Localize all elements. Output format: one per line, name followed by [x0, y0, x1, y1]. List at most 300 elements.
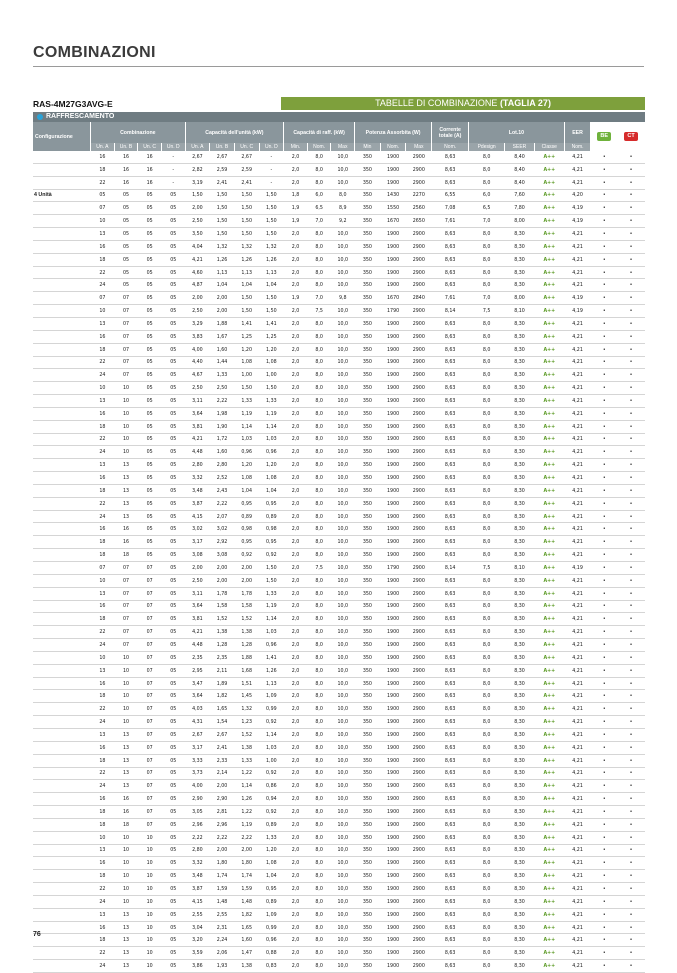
table-cell: 05 — [138, 395, 162, 408]
table-cell: 4,21 — [564, 163, 591, 176]
table-cell: 8,63 — [432, 176, 469, 189]
table-cell: 1,03 — [234, 433, 259, 446]
table-cell: • — [591, 407, 618, 420]
table-cell: 3,59 — [185, 947, 210, 960]
table-cell: 18 — [91, 690, 115, 703]
table-cell: 10 — [114, 677, 138, 690]
table-cell: 07 — [138, 587, 162, 600]
table-row — [33, 831, 645, 844]
table-cell: 1,13 — [210, 266, 235, 279]
ct-badge-icon: CT — [624, 132, 638, 141]
table-cell: • — [591, 176, 618, 189]
table-cell: 1900 — [380, 253, 406, 266]
table-cell: 0,92 — [259, 806, 284, 819]
table-cell: 1900 — [380, 510, 406, 523]
table-cell: 10 — [114, 883, 138, 896]
table-cell: 8,63 — [432, 433, 469, 446]
config-cell — [33, 741, 91, 754]
banner-text: TABELLE DI COMBINAZIONE — [375, 98, 498, 108]
table-cell: 2,67 — [210, 728, 235, 741]
table-cell: 1,09 — [259, 690, 284, 703]
table-cell: 05 — [114, 240, 138, 253]
table-cell: 4,21 — [564, 883, 591, 896]
table-cell: 16 — [138, 176, 162, 189]
table-cell: 350 — [355, 215, 381, 228]
table-cell: 2900 — [406, 472, 432, 485]
table-cell: 8,0 — [307, 497, 331, 510]
table-cell: 16 — [91, 151, 115, 163]
energy-class-cell: A++ — [534, 510, 564, 523]
config-cell — [33, 176, 91, 189]
config-cell — [33, 883, 91, 896]
table-cell: • — [591, 202, 618, 215]
table-row — [33, 767, 645, 780]
table-cell: 350 — [355, 382, 381, 395]
table-row — [33, 960, 645, 973]
table-cell: 1,33 — [259, 831, 284, 844]
table-cell: 13 — [114, 780, 138, 793]
table-cell: 05 — [161, 292, 185, 305]
table-cell: • — [591, 690, 618, 703]
table-cell: 350 — [355, 356, 381, 369]
table-cell: 350 — [355, 844, 381, 857]
table-cell: 8,0 — [469, 651, 505, 664]
table-cell: 2,92 — [210, 536, 235, 549]
table-row — [33, 292, 645, 305]
table-cell: 8,0 — [469, 960, 505, 973]
table-cell: 8,0 — [307, 343, 331, 356]
table-cell: 4,21 — [564, 343, 591, 356]
table-cell: 8,0 — [469, 844, 505, 857]
table-cell: 7,61 — [432, 215, 469, 228]
table-cell: 13 — [91, 459, 115, 472]
table-cell: 2,50 — [185, 215, 210, 228]
table-cell: 2,0 — [284, 870, 308, 883]
table-cell: 1,58 — [210, 600, 235, 613]
table-cell: 7,60 — [505, 189, 535, 202]
table-cell: 350 — [355, 728, 381, 741]
table-cell: 10 — [114, 446, 138, 459]
table-cell: 350 — [355, 176, 381, 189]
table-cell: 8,63 — [432, 793, 469, 806]
table-cell: 05 — [138, 446, 162, 459]
table-cell: 8,63 — [432, 536, 469, 549]
table-cell: 16 — [91, 677, 115, 690]
table-cell: 8,0 — [469, 279, 505, 292]
table-cell: 05 — [161, 806, 185, 819]
table-cell: 2,41 — [210, 176, 235, 189]
table-cell: 0,86 — [259, 780, 284, 793]
table-cell: 0,96 — [259, 639, 284, 652]
table-cell: 10,0 — [331, 947, 355, 960]
table-cell: 18 — [91, 818, 115, 831]
table-cell: 8,0 — [307, 690, 331, 703]
table-cell: 10,0 — [331, 305, 355, 318]
title-divider — [33, 66, 644, 67]
table-cell: 05 — [161, 433, 185, 446]
config-cell — [33, 433, 91, 446]
combination-table-block — [33, 112, 645, 973]
table-cell: • — [618, 613, 645, 626]
table-cell: 1,28 — [234, 639, 259, 652]
table-cell: 8,63 — [432, 497, 469, 510]
table-cell: 4,21 — [564, 626, 591, 639]
table-cell: 07 — [114, 626, 138, 639]
table-cell: 8,0 — [307, 382, 331, 395]
table-cell: 05 — [138, 510, 162, 523]
table-cell: 1,82 — [210, 690, 235, 703]
table-cell: 8,30 — [505, 728, 535, 741]
table-cell: 10 — [114, 895, 138, 908]
table-row — [33, 818, 645, 831]
table-cell: 8,0 — [307, 857, 331, 870]
table-cell: 8,0 — [307, 587, 331, 600]
table-cell: 07 — [138, 562, 162, 575]
table-cell: 1,04 — [259, 484, 284, 497]
table-cell: 350 — [355, 806, 381, 819]
table-cell: 10 — [91, 651, 115, 664]
table-cell: • — [591, 664, 618, 677]
table-cell: 350 — [355, 741, 381, 754]
table-cell: 16 — [114, 536, 138, 549]
energy-class-cell: A++ — [534, 600, 564, 613]
energy-class-cell: A++ — [534, 163, 564, 176]
table-cell: 8,0 — [469, 831, 505, 844]
header-capacita: Capacità dell'unità (kW) — [185, 122, 284, 143]
table-cell: 16 — [91, 330, 115, 343]
table-cell: 2900 — [406, 240, 432, 253]
table-cell: 10,0 — [331, 908, 355, 921]
table-cell: 4,21 — [564, 523, 591, 536]
energy-class-cell: A++ — [534, 215, 564, 228]
table-cell: 2900 — [406, 677, 432, 690]
table-cell: 1900 — [380, 279, 406, 292]
table-cell: 10 — [91, 574, 115, 587]
table-cell: 2900 — [406, 317, 432, 330]
table-cell: 0,88 — [259, 947, 284, 960]
table-cell: 0,92 — [259, 716, 284, 729]
table-cell: 2900 — [406, 549, 432, 562]
table-cell: 2900 — [406, 703, 432, 716]
table-cell: 2270 — [406, 189, 432, 202]
table-cell: 1,08 — [259, 472, 284, 485]
table-cell: 8,63 — [432, 728, 469, 741]
table-cell: 8,0 — [469, 921, 505, 934]
table-cell: 8,63 — [432, 703, 469, 716]
table-cell: 4,21 — [564, 677, 591, 690]
table-cell: 10 — [114, 382, 138, 395]
table-row — [33, 716, 645, 729]
table-cell: 1,26 — [234, 253, 259, 266]
table-cell: 8,30 — [505, 497, 535, 510]
table-cell: • — [618, 536, 645, 549]
table-cell: 2900 — [406, 562, 432, 575]
table-cell: 1,60 — [234, 934, 259, 947]
table-cell: • — [618, 651, 645, 664]
table-cell: 05 — [114, 228, 138, 241]
energy-class-cell: A++ — [534, 574, 564, 587]
table-cell: 2900 — [406, 574, 432, 587]
table-cell: 4,21 — [564, 446, 591, 459]
table-cell: 10,0 — [331, 690, 355, 703]
config-cell — [33, 228, 91, 241]
table-cell: 1900 — [380, 690, 406, 703]
table-cell: 8,30 — [505, 870, 535, 883]
table-cell: 05 — [161, 703, 185, 716]
table-cell: 350 — [355, 895, 381, 908]
table-cell: 8,40 — [505, 151, 535, 163]
table-cell: 05 — [138, 279, 162, 292]
table-cell: 8,0 — [469, 754, 505, 767]
subheader-cell: Min — [355, 143, 381, 151]
table-cell: 8,30 — [505, 382, 535, 395]
table-cell: 8,0 — [469, 908, 505, 921]
table-cell: 1,14 — [259, 728, 284, 741]
table-cell: 2,0 — [284, 562, 308, 575]
table-cell: 8,30 — [505, 536, 535, 549]
table-cell: 1430 — [380, 189, 406, 202]
table-cell: 10,0 — [331, 613, 355, 626]
table-cell: 18 — [114, 818, 138, 831]
table-cell: 16 — [91, 240, 115, 253]
table-cell: 4,21 — [564, 497, 591, 510]
subheader-cell: Un. B — [210, 143, 235, 151]
table-cell: 24 — [91, 446, 115, 459]
table-cell: 10,0 — [331, 754, 355, 767]
config-cell — [33, 703, 91, 716]
table-row — [33, 215, 645, 228]
table-cell: 8,0 — [469, 947, 505, 960]
energy-class-cell: A++ — [534, 382, 564, 395]
table-cell: 8,0 — [307, 716, 331, 729]
banner-size: (TAGLIA 27) — [499, 98, 551, 108]
table-cell: 8,63 — [432, 279, 469, 292]
table-cell: 2900 — [406, 793, 432, 806]
table-cell: 2900 — [406, 459, 432, 472]
table-cell: 1,13 — [259, 677, 284, 690]
table-cell: 16 — [91, 600, 115, 613]
table-cell: 05 — [161, 883, 185, 896]
table-row — [33, 806, 645, 819]
table-row — [33, 857, 645, 870]
table-cell: 8,63 — [432, 626, 469, 639]
table-cell: 350 — [355, 703, 381, 716]
energy-class-cell: A++ — [534, 151, 564, 163]
header-potenza: Potenza Assorbita (W) — [355, 122, 432, 143]
table-cell: 1,20 — [259, 343, 284, 356]
table-cell: 10,0 — [331, 228, 355, 241]
table-cell: • — [591, 356, 618, 369]
table-cell: 2,0 — [284, 883, 308, 896]
table-cell: • — [618, 831, 645, 844]
table-cell: 8,63 — [432, 587, 469, 600]
table-cell: • — [591, 163, 618, 176]
table-cell: 3,08 — [210, 549, 235, 562]
table-cell: • — [618, 639, 645, 652]
table-cell: 1,74 — [210, 870, 235, 883]
table-cell: 8,0 — [469, 741, 505, 754]
table-cell: 07 — [138, 780, 162, 793]
subheader-cell: Un. D — [161, 143, 185, 151]
table-cell: 07 — [138, 677, 162, 690]
table-cell: 1,50 — [234, 189, 259, 202]
table-cell: 10,0 — [331, 549, 355, 562]
table-cell: 07 — [114, 305, 138, 318]
energy-class-cell: A++ — [534, 844, 564, 857]
table-cell: 7,0 — [307, 215, 331, 228]
table-cell: 05 — [161, 562, 185, 575]
table-cell: 350 — [355, 510, 381, 523]
table-row — [33, 844, 645, 857]
table-cell: 8,63 — [432, 921, 469, 934]
table-cell: 10,0 — [331, 626, 355, 639]
table-cell: 07 — [138, 728, 162, 741]
table-cell: 10 — [138, 844, 162, 857]
table-cell: 4,21 — [564, 664, 591, 677]
table-row — [33, 741, 645, 754]
table-cell: 1900 — [380, 728, 406, 741]
table-cell: 4,00 — [185, 780, 210, 793]
table-cell: 18 — [91, 253, 115, 266]
table-cell: 8,0 — [469, 549, 505, 562]
table-cell: 1900 — [380, 446, 406, 459]
table-cell: 10 — [114, 857, 138, 870]
table-cell: 0,99 — [259, 703, 284, 716]
table-cell: 8,30 — [505, 523, 535, 536]
table-cell: 2,55 — [210, 908, 235, 921]
table-cell: 13 — [114, 472, 138, 485]
table-cell: • — [591, 497, 618, 510]
table-cell: 3,11 — [185, 587, 210, 600]
table-cell: 2,0 — [284, 921, 308, 934]
energy-class-cell: A++ — [534, 253, 564, 266]
table-cell: 8,0 — [307, 793, 331, 806]
table-cell: 1900 — [380, 793, 406, 806]
table-row — [33, 305, 645, 318]
table-cell: 2,00 — [210, 574, 235, 587]
table-cell: 2,0 — [284, 536, 308, 549]
table-cell: 7,0 — [469, 215, 505, 228]
table-cell: • — [618, 960, 645, 973]
table-cell: 8,0 — [469, 484, 505, 497]
table-cell: 2,0 — [284, 857, 308, 870]
table-cell: 2,0 — [284, 382, 308, 395]
table-cell: 1900 — [380, 407, 406, 420]
config-cell — [33, 728, 91, 741]
config-cell — [33, 639, 91, 652]
table-cell: 05 — [161, 587, 185, 600]
config-cell — [33, 831, 91, 844]
table-cell: 10,0 — [331, 716, 355, 729]
table-row — [33, 356, 645, 369]
table-cell: 8,40 — [505, 176, 535, 189]
table-cell: 1900 — [380, 523, 406, 536]
page-title: COMBINAZIONI — [33, 44, 156, 61]
table-cell: 350 — [355, 253, 381, 266]
table-cell: • — [618, 741, 645, 754]
table-cell: 4,21 — [564, 651, 591, 664]
table-cell: 3,32 — [185, 472, 210, 485]
table-cell: 10 — [114, 870, 138, 883]
table-cell: • — [618, 484, 645, 497]
table-cell: • — [618, 921, 645, 934]
table-cell: 1,59 — [234, 883, 259, 896]
table-row — [33, 472, 645, 485]
table-cell: 1,50 — [210, 202, 235, 215]
table-cell: 24 — [91, 780, 115, 793]
energy-class-cell: A++ — [534, 407, 564, 420]
table-cell: 8,0 — [307, 651, 331, 664]
table-cell: 1,26 — [234, 793, 259, 806]
config-cell — [33, 716, 91, 729]
table-cell: 13 — [91, 664, 115, 677]
table-cell: 8,0 — [307, 151, 331, 163]
table-cell: 07 — [114, 639, 138, 652]
config-cell — [33, 163, 91, 176]
table-cell: 05 — [161, 382, 185, 395]
table-cell: 350 — [355, 960, 381, 973]
table-cell: 05 — [138, 369, 162, 382]
table-cell: 8,63 — [432, 690, 469, 703]
subheader-cell: Classe — [534, 143, 564, 151]
config-cell — [33, 356, 91, 369]
table-cell: 1,04 — [259, 279, 284, 292]
table-row — [33, 626, 645, 639]
table-cell: 07 — [138, 651, 162, 664]
table-cell: 350 — [355, 664, 381, 677]
table-cell: 10,0 — [331, 728, 355, 741]
table-cell: 1,50 — [210, 189, 235, 202]
table-row — [33, 639, 645, 652]
table-cell: 2,80 — [210, 459, 235, 472]
table-cell: 05 — [138, 382, 162, 395]
table-cell: 4,21 — [564, 536, 591, 549]
table-cell: 1,48 — [234, 895, 259, 908]
table-cell: 8,0 — [469, 536, 505, 549]
table-cell: 1900 — [380, 651, 406, 664]
table-cell: 350 — [355, 831, 381, 844]
table-cell: 2,31 — [210, 921, 235, 934]
table-cell: 4,21 — [564, 844, 591, 857]
table-cell: 8,0 — [469, 382, 505, 395]
table-cell: 8,30 — [505, 883, 535, 896]
table-cell: 18 — [91, 549, 115, 562]
table-cell: 10 — [114, 407, 138, 420]
table-cell: 2,0 — [284, 806, 308, 819]
table-cell: • — [618, 600, 645, 613]
table-cell: 05 — [161, 189, 185, 202]
table-cell: 2,0 — [284, 664, 308, 677]
table-cell: 2,24 — [210, 934, 235, 947]
table-cell: 8,30 — [505, 651, 535, 664]
table-cell: 8,0 — [469, 574, 505, 587]
table-cell: 8,0 — [469, 690, 505, 703]
table-cell: 10 — [91, 215, 115, 228]
table-cell: 1,09 — [259, 908, 284, 921]
table-cell: 350 — [355, 793, 381, 806]
table-cell: 8,0 — [307, 536, 331, 549]
table-cell: 6,0 — [307, 189, 331, 202]
table-cell: 3,02 — [185, 523, 210, 536]
be-badge-icon: BE — [597, 132, 611, 141]
table-cell: 05 — [161, 831, 185, 844]
table-cell: 0,92 — [259, 767, 284, 780]
table-cell: 8,0 — [469, 728, 505, 741]
table-cell: 07 — [138, 716, 162, 729]
table-cell: 13 — [91, 228, 115, 241]
table-cell: 05 — [161, 908, 185, 921]
table-cell: 8,0 — [307, 330, 331, 343]
